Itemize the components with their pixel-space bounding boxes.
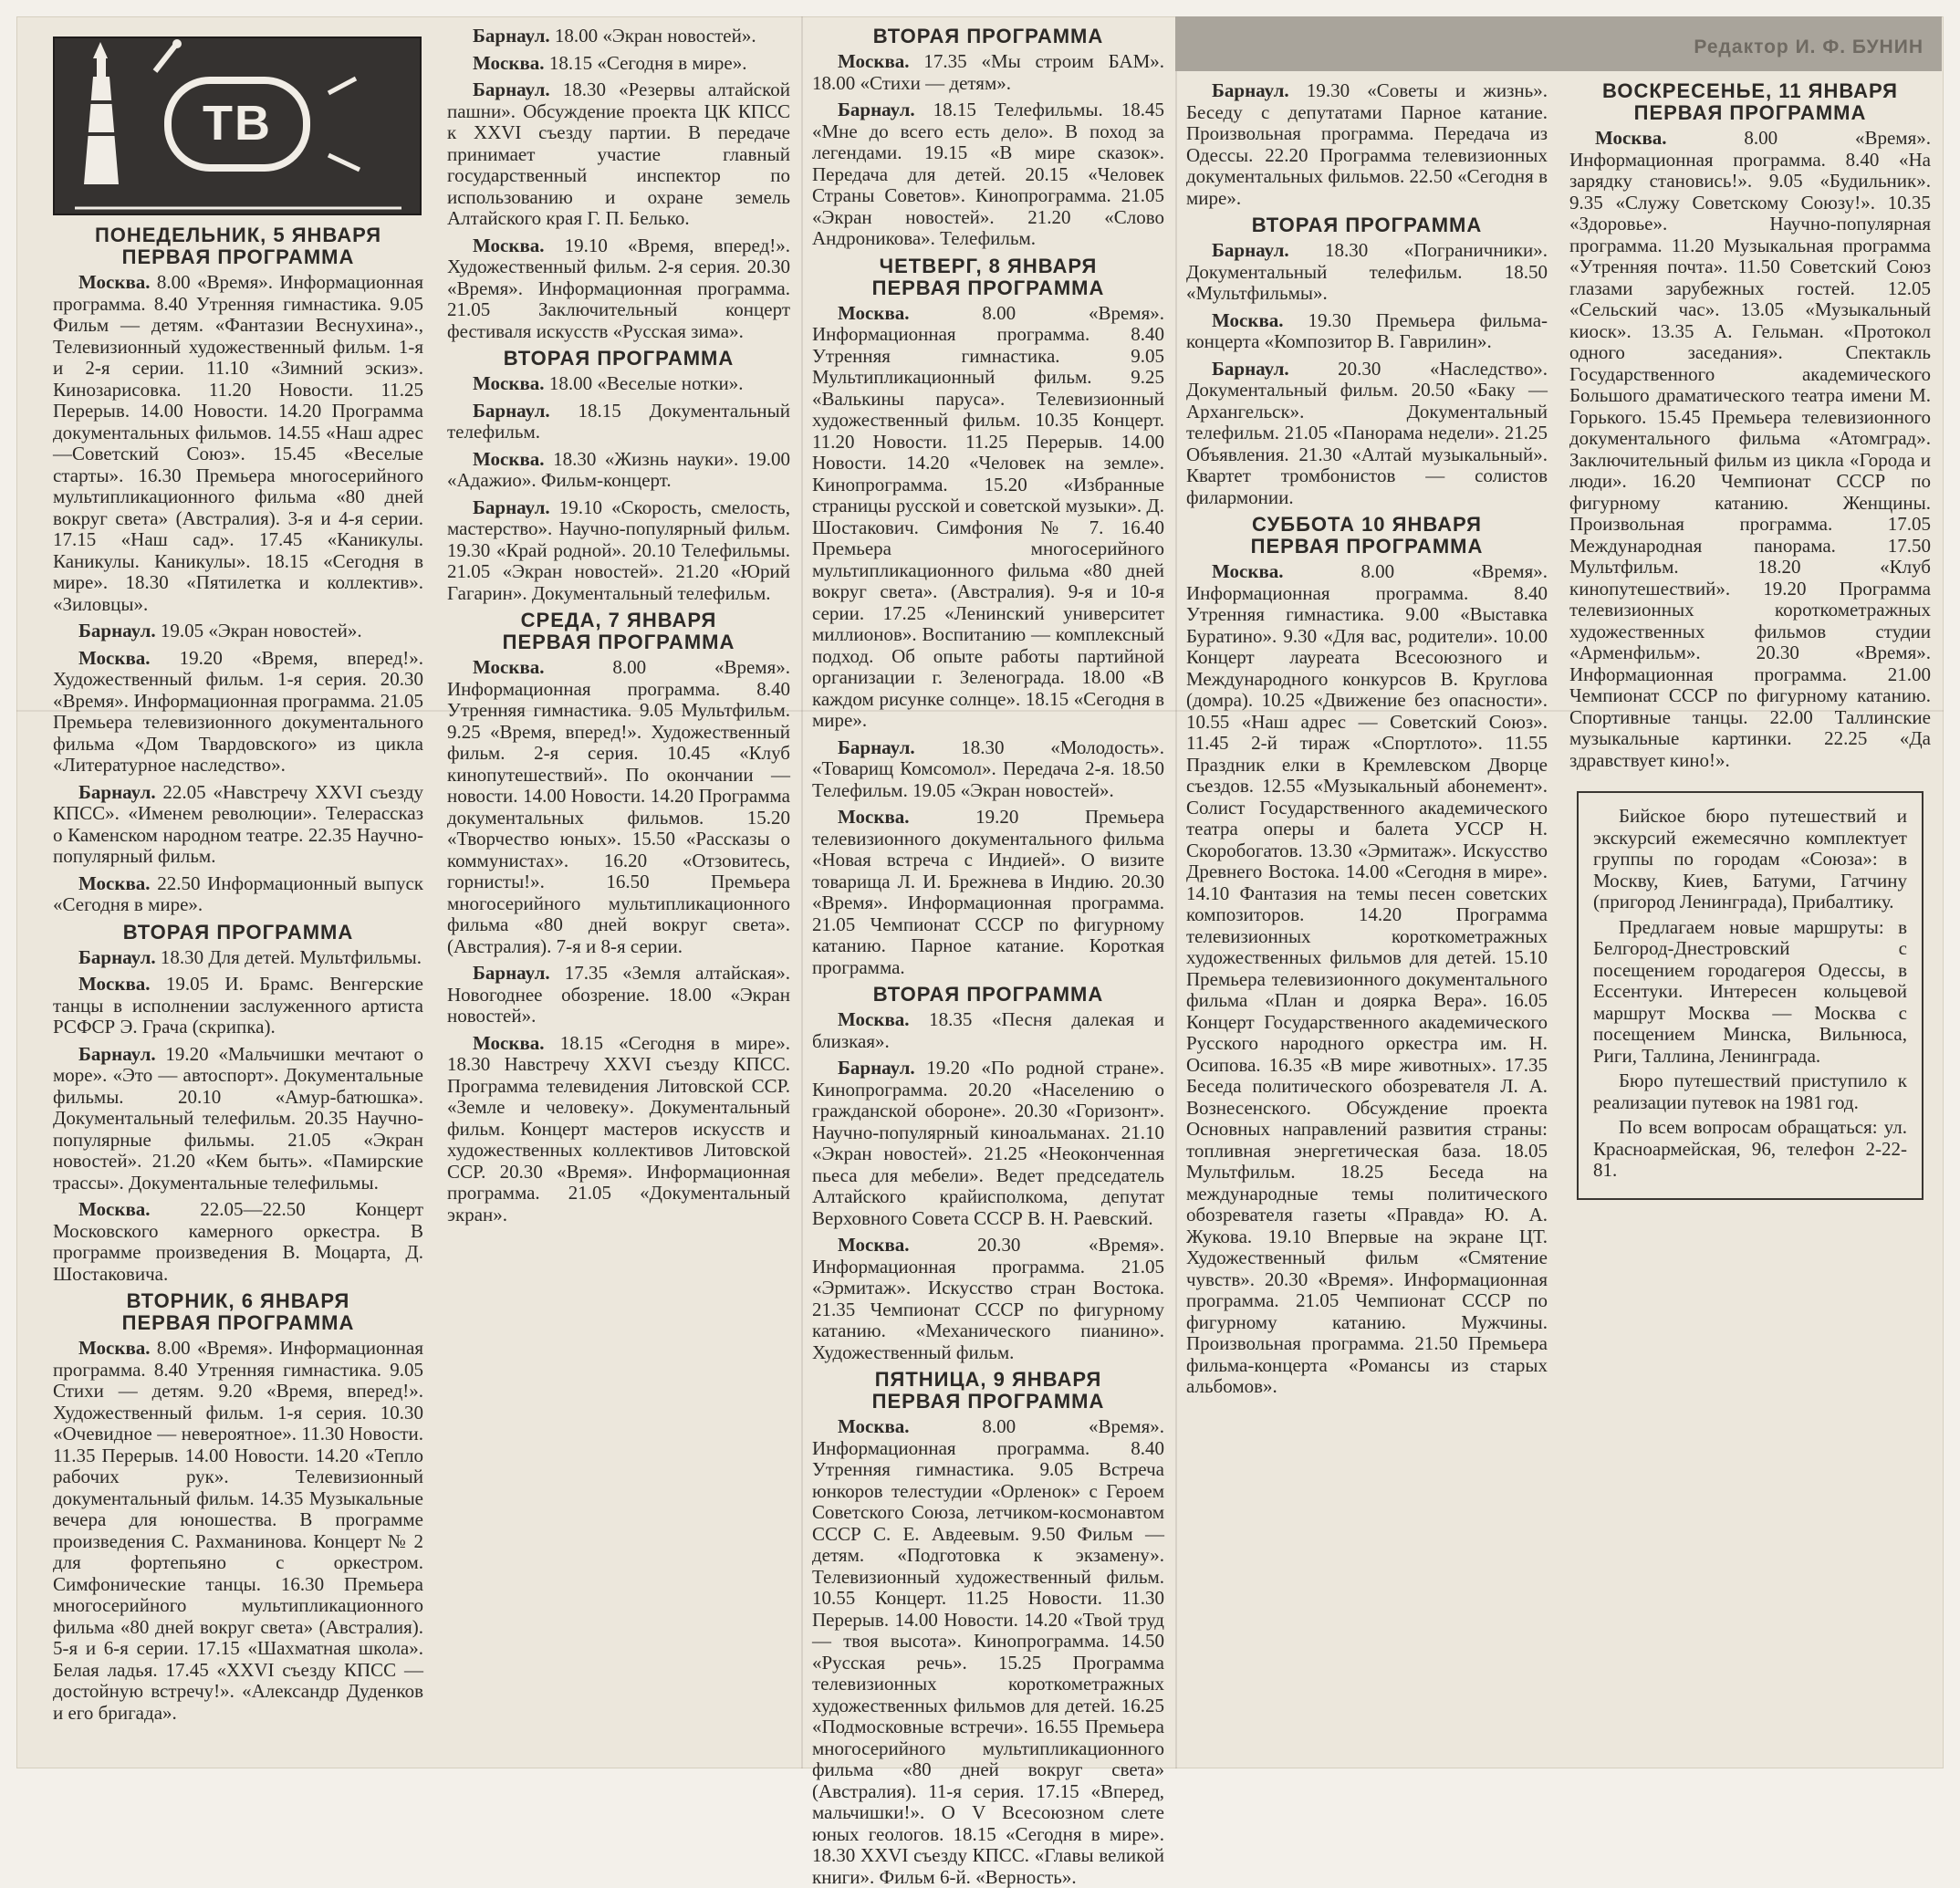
tv-logo-text: ТВ: [164, 77, 310, 172]
listing: [447, 235, 790, 343]
listing-text: 20.30 «Наследство». Документальный фильм. 20.50 «Баку — Архангельск». Документальный телефильм. 21.05 «Панорама недели». 21.25 Объявления. 21.30 «Алтай музыкальный». Квартет тромбонистов — солистов филармонии.: [1186, 357, 1548, 508]
listing: [447, 26, 790, 47]
listing: [53, 648, 423, 777]
listing: [53, 621, 423, 642]
editor-credit: Редактор И. Ф. БУНИН: [1694, 37, 1924, 57]
program-heading: ПЕРВАЯ ПРОГРАММА: [502, 631, 735, 653]
city-label: Москва.: [838, 1008, 910, 1030]
program-heading: ПЕРВАЯ ПРОГРАММА: [871, 1390, 1105, 1413]
city-label: Москва.: [473, 51, 545, 74]
listing-text: 22.50 Информационный выпуск «Сегодня в мире».: [53, 871, 424, 915]
city-label: Москва.: [78, 1337, 151, 1359]
listing-text: 18.15 Документальный телефильм.: [447, 399, 790, 443]
listing: [812, 807, 1164, 978]
city-label: Барнаул.: [78, 945, 156, 968]
listing: [447, 657, 790, 957]
city-label: Москва.: [473, 1031, 545, 1054]
listing: [1186, 80, 1548, 209]
listing-text: 8.00 «Время». Информационная программа. 8.40 «На зарядку становись!». 9.05 «Будильник». 9.35 «Служу Советскому Союзу!». 10.35 «Здоровье». Научно-популярная программа. 11.20 Музыкальная программа «Утренняя почта». 11.50 Советский Союз глазами зарубежных гостей. 12.05 «Сельский час». 13.05 «Музыкальный киоск». 13.35 А. Гельман. «Протокол одного заседания». Спектакль Государственного академического Большого драматического театра имени М. Горького. 15.45 Премьера телевизионного документального фильма «Атомград». Заключительный фильм из цикла «Города и люди». 16.20 Чемпионат СССР по фигурному катанию. Женщины. Произвольная программа. 17.05 Международная панорама. 17.50 Мультфильм. 18.20 «Клуб кинопутешествий». 19.20 Программа телевизионных короткометражных художественных фильмов студии «Арменфильм». 20.30 «Время». Информационная программа. 21.00 Чемпионат СССР по фигурному катанию. Спортивные танцы. 22.00 Таллинские музыкальные картинки. 22.25 «Да здравствует кино!».: [1569, 127, 1931, 771]
listing: [812, 1416, 1164, 1888]
city-label: Москва.: [838, 1234, 910, 1256]
listing-text: 18.15 Телефильмы. 18.45 «Мне до всего есть дело». В поход за легендами. 19.15 «В мире сказок». Передача для детей. 20.15 «Человек Страны Советов». Кинопрограмма. 21.05 «Экран новостей». 21.20 «Слово Андроникова». Телефильм.: [812, 99, 1164, 249]
program-heading: ВТОРАЯ ПРОГРАММА: [872, 983, 1104, 1006]
city-label: Барнаул.: [78, 780, 156, 803]
listing: [53, 1338, 423, 1724]
listing-text: 18.30 Для детей. Мультфильмы.: [160, 945, 422, 968]
city-label: Барнаул.: [473, 399, 550, 422]
city-label: Москва.: [78, 271, 151, 293]
city-label: Москва.: [838, 301, 910, 324]
city-label: Барнаул.: [838, 735, 915, 758]
listing-text: 8.00 «Время». Информационная программа. 8.40 Утренняя гимнастика. 9.05 Стихи — детям. 9.20 «Время, вперед!». Художественный фильм. 1-я серия. 10.30 «Очевидное — невероятное». 11.30 Новости. 11.35 Перерыв. 14.00 Новости. 14.20 «Тепло рабочих рук». Телевизионный документальный фильм. 14.35 Музыкальные вечера для юношества. В программе произведения С. Рахманинова. Концерт № 2 для фортепьяно с оркестром. Симфонические танцы. 16.30 Премьера многосерийного мультипликационного фильма «80 дней вокруг света» (Австралия). 5-я и 6-я серии. 17.15 «Шахматная школа». Белая ладья. 17.45 «XXVI съезду КПСС — достойную встречу!». «Александр Дуденков и его бригада».: [53, 1337, 423, 1724]
listing: [812, 1058, 1164, 1229]
listing-text: 18.15 «Сегодня в мире». 18.30 Навстречу XXVI съезду КПСС. Программа телевидения Литовской ССР. «Земле и человеку». Документальный фильм. Концерт мастеров искусств и художественных коллективов Литовской ССР. 20.30 «Время». Информационная программа. 21.05 «Документальный экран».: [447, 1031, 791, 1226]
city-label: Москва.: [473, 234, 545, 256]
listing-text: 22.05 «Навстречу XXVI съезду КПСС». «Именем революции». Телерассказ о Каменском народном театре. 22.35 Научно-популярный фильм.: [53, 780, 424, 867]
column-1: [42, 16, 434, 1768]
listing: [812, 1235, 1164, 1363]
city-label: Барнаул.: [1212, 239, 1289, 261]
listing-text: 8.00 «Время». Информационная программа. 8.40 Утренняя гимнастика. 9.05 Встреча юнкоров телестудии «Орленок» с Героем Советского Союза, летчиком-космонавтом СССР С. Е. Авдеевым. 9.50 Фильм — детям. «Подготовка к экзамену». Телевизионный художественный фильм. 10.55 Концерт. 11.25 Новости. 11.30 Перерыв. 14.00 Новости. 14.20 «Твой труд — твоя высота». Кинопрограмма. 14.50 «Русская речь». 15.25 Программа телевизионных короткометражных художественных фильмов для детей. 16.25 «Подмосковные встречи». 16.55 Премьера многосерийного мультипликационного фильма «80 дней вокруг света» (Австралия). 11-я серия. 17.15 «Вперед, мальчишки!». О V Всесоюзном слете юных геологов. 18.15 «Сегодня в мире». 18.30 XXVI съезду КПСС. «Главы великой книги». Фильм 6-й. «Верность».: [812, 1415, 1164, 1888]
gray-banner: [1175, 16, 1559, 71]
day-heading: СУББОТА 10 ЯНВАРЯ: [1252, 513, 1482, 536]
listing-text: 20.30 «Время». Информационная программа. 21.05 «Эрмитаж». Искусство стран Востока. 21.35 Чемпионат СССР по фигурному катанию. «Механического пианино». Художественный фильм.: [812, 1234, 1164, 1363]
city-label: Барнаул.: [838, 99, 915, 120]
city-label: Барнаул.: [473, 495, 550, 518]
city-label: Москва.: [838, 806, 910, 828]
program-heading: ВТОРАЯ ПРОГРАММА: [1251, 214, 1483, 236]
listing: [447, 963, 790, 1027]
program-heading: ВТОРАЯ ПРОГРАММА: [872, 25, 1104, 47]
ad-paragraph: Бюро путешествий приступило к реализации путевок на 1981 год.: [1593, 1069, 1907, 1113]
city-label: Барнаул.: [838, 1057, 915, 1079]
listing-text: 19.20 «Мальчишки мечтают о море». «Это — автоспорт». Документальные фильмы. 20.10 «Амур-батюшка». Документальный телефильм. 20.35 Научно-популярные фильмы. 21.05 «Экран новостей». 21.20 «Кем быть». «Памирские трассы». Документальные телефильмы.: [53, 1042, 423, 1194]
listing-text: 19.05 «Экран новостей».: [160, 620, 362, 642]
listing-text: 18.35 «Песня далекая и близкая».: [812, 1008, 1164, 1052]
listing-text: 17.35 «Мы строим БАМ». 18.00 «Стихи — детям».: [812, 50, 1164, 94]
column-5: [1559, 16, 1942, 1768]
city-label: Москва.: [78, 973, 151, 995]
city-label: Москва.: [78, 871, 151, 894]
listing: [447, 449, 790, 492]
listing: [447, 79, 790, 230]
listing-text: 18.30 «Молодость». «Товарищ Комсомол». Передача 2-я. 18.50 Телефильм. 19.05 «Экран новостей».: [812, 735, 1165, 801]
listing: [53, 1044, 423, 1194]
listing-text: 19.10 «Время, вперед!». Художественный фильм. 2-я серия. 20.30 «Время». Информационная программа. 21.05 Заключительный концерт фестиваля искусств «Русская зима».: [447, 234, 790, 342]
column-3: [801, 16, 1175, 1888]
day-heading: ВТОРНИК, 6 ЯНВАРЯ: [126, 1289, 350, 1312]
listing-text: 19.30 «Советы и жизнь». Беседу с депутатами Парное катание. Произвольная программа. Передача из Одессы. 22.20 Программа телевизионных документальных фильмов. 22.50 «Сегодня в мире».: [1186, 79, 1548, 209]
tv-logo: [53, 37, 422, 215]
program-heading: ВТОРАЯ ПРОГРАММА: [503, 347, 735, 370]
day-heading: ПЯТНИЦА, 9 ЯНВАРЯ: [874, 1368, 1102, 1391]
listing-text: 19.20 «По родной стране». Кинопрограмма. 20.20 «Населению о гражданской обороне». 20.30 «Горизонт». Научно-популярный киноальманах. 21.10 «Экран новостей». 21.25 «Неоконченная пьеса для мебели». Ведет председатель Алтайского крайисполкома, депутат Верховного Совета СССР В. Н. Раевский.: [812, 1057, 1165, 1229]
listing-text: 8.00 «Время». Информационная программа. 8.40 Утренняя гимнастика. 9.00 «Выставка Буратино». 9.30 «Для вас, родители». 10.00 Концерт лауреата Всесоюзного и Международного конкурсов В. Круглова (домра). 10.25 «Движение без опасности». 10.55 «Наш адрес — Советский Союз». 11.45 2-й тираж «Спортлото». 11.55 Праздник елки в Кремлевском Дворце съездов. 12.55 «Музыкальный абонемент». Солист Государственного академического театра оперы и балета УССР Н. Скоробогатов. 13.30 «Эрмитаж». Искусство Древнего Востока. 14.00 «Сегодня в мире». 14.10 Фантазия на темы песен советских композиторов. 14.20 Программа телевизионных короткометражных художественных фильмов для детей. 15.10 Премьера телевизионного документального фильма «План и доярка Вера». 16.05 Концерт Государственного академического Русского народного оркестра им. Н. Осипова. 16.35 «В мире животных». 17.35 Беседа политического обозревателя Л. А. Вознесенского. Обсуждение проекта Основных направлений развития страны: топливная энергетическая база. 18.05 Мультфильм. 18.25 Беседа на международные темы политического обозревателя газеты «Правда» Ю. А. Жукова. 19.10 Впервые на экране ЦТ. Художественный фильм «Смятение чувств». 20.30 «Время». Информационная программа. 21.05 Чемпионат СССР по фигурному катанию. Мужчины. Произвольная программа. 21.50 Премьера фильма-концерта «Романсы из старых альбомов».: [1186, 560, 1548, 1397]
listing: [812, 1009, 1164, 1052]
listing: [447, 401, 790, 443]
program-heading: ПЕРВАЯ ПРОГРАММА: [871, 276, 1105, 299]
listing: [447, 1033, 790, 1226]
listing: [447, 497, 790, 605]
listing: [1186, 310, 1548, 353]
column-4: [1175, 16, 1559, 1768]
program-heading: ПЕРВАЯ ПРОГРАММА: [1250, 535, 1484, 558]
city-label: Барнаул.: [473, 962, 550, 984]
listing: [53, 272, 423, 615]
column-2: [436, 16, 801, 1768]
day-heading: СРЕДА, 7 ЯНВАРЯ: [520, 609, 717, 631]
gray-banner: [1559, 16, 1942, 71]
city-label: Барнаул.: [78, 620, 156, 642]
listing-text: 18.30 «Жизнь науки». 19.00 «Адажио». Фильм-концерт.: [447, 447, 791, 491]
program-heading: ПЕРВАЯ ПРОГРАММА: [121, 1311, 355, 1334]
listing: [53, 1199, 423, 1285]
city-label: Москва.: [78, 1198, 151, 1220]
city-label: Москва.: [473, 447, 545, 470]
listing: [1569, 128, 1931, 771]
travel-bureau-ad: [1577, 791, 1924, 1200]
city-label: Москва.: [473, 656, 545, 678]
listing-text: 19.10 «Скорость, смелость, мастерство». Научно-популярный фильм. 19.30 «Край родной». 20.10 Телефильмы. 21.05 «Экран новостей». 21.20 «Юрий Гагарин». Документальный телефильм.: [447, 495, 791, 604]
listing: [1186, 561, 1548, 1398]
city-label: Барнаул.: [473, 25, 550, 47]
listing-text: 8.00 «Время». Информационная программа. 8.40 Утренняя гимнастика. 9.05 Фильм — детям. «Фантазии Веснухина»., Телевизионный художественный фильм. 1-я и 2-я серии. 11.10 «Зимний эскиз». Кинозарисовка. 11.20 Новости. 11.25 Перерыв. 14.00 Новости. 14.20 Программа документальных фильмов. 14.55 «Наш адрес—Советский Союз». 15.45 «Веселые старты». 16.30 Премьера многосерийного мультипликационного фильма «80 дней вокруг света» (Австралия). 3-я и 4-я серии. 17.15 «Наш сад». 17.45 «Каникулы. Каникулы. Каникулы». 18.15 «Сегодня в мире». 18.30 «Пятилетка и коллектив». «Зиловцы».: [53, 271, 423, 615]
listing-text: 19.05 И. Брамс. Венгерские танцы в исполнении заслуженного артиста РСФСР Э. Грача (скрипка).: [53, 973, 423, 1038]
listing-text: 19.30 Премьера фильма-концерта «Композитор В. Гаврилин».: [1186, 308, 1548, 352]
listing-text: 18.00 «Экран новостей».: [554, 25, 756, 47]
ad-paragraph: Бийское бюро путешествий и экскурсий ежемесячно комплектует группы по городам «Союза»: в Москву, Киев, Батуми, Гатчину (пригород Ленинграда), Прибалтику.: [1593, 805, 1907, 913]
ad-paragraph: По всем вопросам обращаться: ул. Красноармейская, 96, телефон 2-22-81.: [1593, 1116, 1907, 1181]
listing-text: 19.20 Премьера телевизионного документального фильма «Новая встреча с Индией». О визите товарища Л. И. Брежнева в Индию. 20.30 «Время». Информационная программа. 21.05 Чемпионат СССР по фигурному катанию. Парное катание. Короткая программа.: [812, 806, 1164, 978]
listing: [53, 782, 423, 868]
program-heading: ПЕРВАЯ ПРОГРАММА: [1633, 101, 1867, 124]
newspaper-page: [16, 16, 1944, 1888]
listing: [53, 947, 423, 969]
day-heading: ВОСКРЕСЕНЬЕ, 11 ЯНВАРЯ: [1602, 79, 1898, 102]
listing-text: 18.30 «Резервы алтайской пашни». Обсуждение проекта ЦК КПСС к XXVI съезду партии. В передаче принимает участие главный государственный инспектор по использованию и охране земель Алтайского края Г. П. Белько.: [447, 78, 791, 229]
listing-text: 18.00 «Веселые нотки».: [548, 372, 744, 394]
listing-text: 22.05—22.50 Концерт Московского камерного оркестра. В программе произведения В. Моцарта, Д. Шостаковича.: [53, 1198, 423, 1285]
city-label: Москва.: [1595, 127, 1667, 149]
city-label: Москва.: [473, 372, 545, 394]
listing: [447, 53, 790, 75]
city-label: Барнаул.: [78, 1042, 156, 1065]
listing: [1186, 359, 1548, 509]
day-heading: ПОНЕДЕЛЬНИК, 5 ЯНВАРЯ: [94, 224, 382, 246]
listing-text: 17.35 «Земля алтайская». Новогоднее обозрение. 18.00 «Экран новостей».: [447, 962, 790, 1027]
program-heading: ПЕРВАЯ ПРОГРАММА: [121, 245, 355, 268]
listing: [812, 737, 1164, 802]
city-label: Москва.: [78, 646, 151, 669]
ad-paragraph: Предлагаем новые маршруты: в Белгород-Днестровский с посещением городагероя Одессы, в Ессентуки. Интересен кольцевой маршрут Москва — Москва с посещением Минска, Вильнюса, Риги, Таллина, Ленинграда.: [1593, 915, 1907, 1067]
listing-text: 8.00 «Время». Информационная программа. 8.40 Утренняя гимнастика. 9.05 Мультипликационный фильм. 9.25 «Валькины паруса». Телевизионный художественный фильм. 10.35 Концерт. 11.20 Новости. 11.25 Перерыв. 14.00 Новости. 14.20 «Человек на земле». Кинопрограмма. 15.20 «Избранные страницы русской и советской музыки». Д. Шостакович. Симфония № 7. 16.40 Премьера многосерийного мультипликационного фильма «80 дней вокруг света». (Австралия). 9-я и 10-я серии. 17.25 «Ленинский университет миллионов». Воспитанию — комплексный подход. Об опыте работы партийной организации г. Зеленограда. 18.00 «В каждом рисунке солнце». 18.15 «Сегодня в мире».: [812, 301, 1164, 731]
city-label: Москва.: [1212, 308, 1284, 331]
city-label: Москва.: [838, 1415, 910, 1437]
city-label: Москва.: [838, 50, 910, 72]
city-label: Москва.: [1212, 560, 1284, 582]
city-label: Барнаул.: [1212, 79, 1289, 101]
listing: [53, 873, 423, 916]
listing-text: 18.15 «Сегодня в мире».: [548, 51, 747, 74]
city-label: Барнаул.: [473, 78, 550, 100]
listing-text: 18.30 «Пограничники». Документальный телефильм. 18.50 «Мультфильмы».: [1186, 239, 1548, 304]
city-label: Барнаул.: [1212, 357, 1289, 380]
listing-text: 8.00 «Время». Информационная программа. 8.40 Утренняя гимнастика. 9.05 Мультфильм. 9.25 «Время, вперед!». Художественный фильм. 2-я серия. 10.45 «Клуб кинопутешествий». По окончании — новости. 14.00 Новости. 14.20 Программа документальных фильмов. 15.20 «Творчество юных». 15.50 «Рассказы о коммунистах». 16.20 «Отзовитесь, горнисты!». 16.50 Премьера многосерийного мультипликационного фильма «80 дней вокруг света». (Австралия). 7-я и 8-я серии.: [447, 656, 790, 957]
day-heading: ЧЕТВЕРГ, 8 ЯНВАРЯ: [879, 254, 1098, 277]
listing: [447, 373, 790, 395]
listing: [812, 51, 1164, 94]
listing-text: 19.20 «Время, вперед!». Художественный фильм. 1-я серия. 20.30 «Время». Информационная программа. 21.05 Премьера телевизионного документального фильма «Дом Твардовского» из цикла «Литературное наследство».: [53, 646, 423, 776]
listing: [53, 974, 423, 1038]
listing: [812, 99, 1164, 250]
listing: [812, 303, 1164, 732]
listing: [1186, 240, 1548, 305]
program-heading: ВТОРАЯ ПРОГРАММА: [122, 920, 354, 944]
